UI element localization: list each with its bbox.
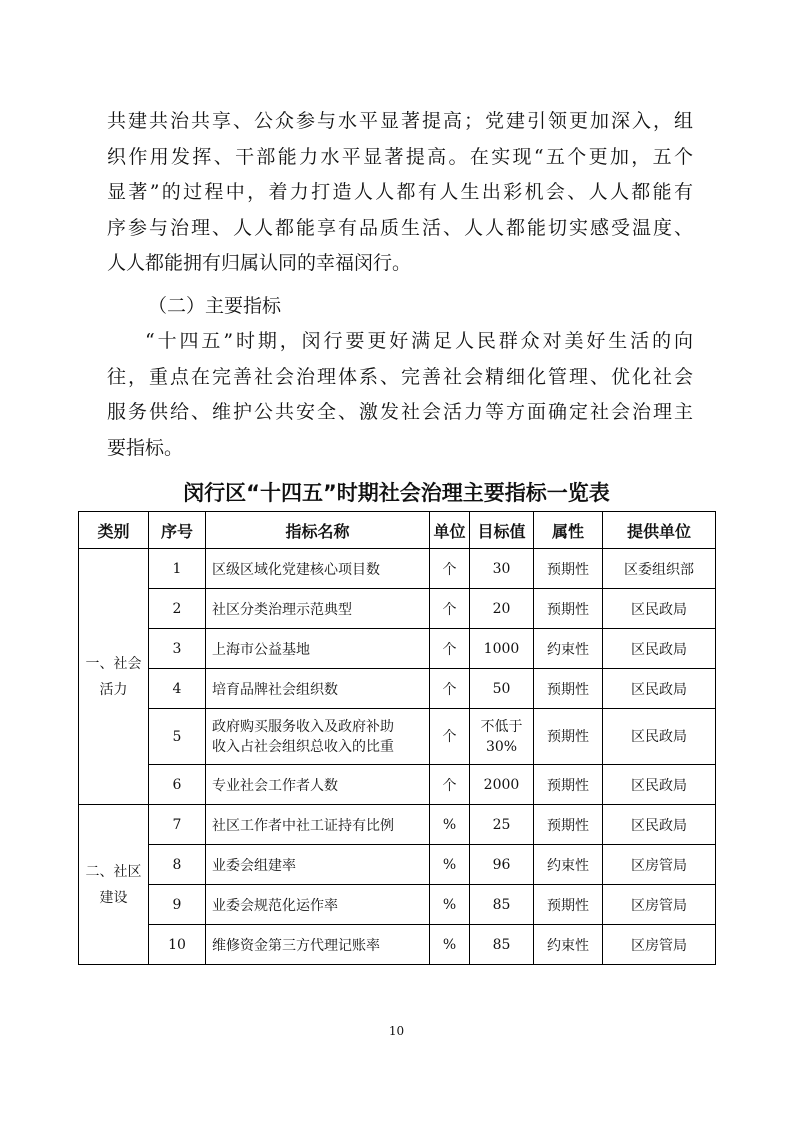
row-number: 10	[149, 925, 206, 965]
category-label: 二、社区	[85, 863, 142, 880]
provider-cell: 区民政局	[603, 589, 716, 629]
category-label: 一、社会	[85, 655, 142, 672]
category-cell	[79, 805, 149, 965]
provider-cell: 区民政局	[603, 629, 716, 669]
table-row	[79, 925, 716, 965]
unit-cell: 个	[430, 669, 470, 709]
indicator-name: 专业社会工作者人数	[206, 765, 430, 805]
target-cell: 1000	[470, 629, 534, 669]
attribute-cell: 约束性	[534, 845, 603, 885]
indicator-name: 社区分类治理示范典型	[206, 589, 430, 629]
indicator-name: 培育品牌社会组织数	[206, 669, 430, 709]
attribute-cell: 预期性	[534, 589, 603, 629]
section-heading: （二）主要指标	[148, 295, 282, 317]
indicator-name: 业委会组建率	[206, 845, 430, 885]
provider-cell: 区民政局	[603, 669, 716, 709]
unit-cell: %	[430, 885, 470, 925]
table-row	[79, 629, 716, 669]
row-number: 3	[149, 629, 206, 669]
header-provider: 提供单位	[603, 512, 716, 549]
row-number: 7	[149, 805, 206, 845]
table-header-row	[79, 512, 716, 549]
provider-cell: 区民政局	[603, 709, 716, 765]
indicator-name: 上海市公益基地	[206, 629, 430, 669]
provider-cell: 区民政局	[603, 805, 716, 845]
target-cell: 25	[470, 805, 534, 845]
target-cell: 30	[470, 549, 534, 589]
body-paragraph-2	[107, 324, 693, 466]
row-number: 9	[149, 885, 206, 925]
indicator-table	[78, 511, 716, 965]
attribute-cell: 预期性	[534, 709, 603, 765]
paragraph-line: 序参与治理、人人都能享有品质生活、人人都能切实感受温度、	[107, 216, 693, 239]
provider-cell: 区民政局	[603, 765, 716, 805]
unit-cell: %	[430, 805, 470, 845]
header-attribute: 属性	[534, 512, 603, 549]
row-number: 2	[149, 589, 206, 629]
target-cell: 96	[470, 845, 534, 885]
provider-cell: 区委组织部	[603, 549, 716, 589]
indicator-name: 区级区域化党建核心项目数	[206, 549, 430, 589]
table-row	[79, 589, 716, 629]
target-cell: 85	[470, 885, 534, 925]
paragraph-line: 服务供给、维护公共安全、激发社会活力等方面确定社会治理主	[107, 401, 693, 423]
indicator-name	[206, 709, 430, 765]
header-indicator-name: 指标名称	[206, 512, 430, 549]
row-number: 1	[149, 549, 206, 589]
category-label: 建设	[99, 889, 128, 906]
attribute-cell: 预期性	[534, 805, 603, 845]
paragraph-line: 显著”的过程中，着力打造人人都有人生出彩机会、人人都能有	[107, 181, 693, 203]
table-row	[79, 765, 716, 805]
paragraph-line: 往，重点在完善社会治理体系、完善社会精细化管理、优化社会	[107, 365, 693, 388]
unit-cell: %	[430, 845, 470, 885]
paragraph-line: 人人都能拥有归属认同的幸福闵行。	[107, 252, 412, 274]
body-paragraph-1	[107, 104, 693, 282]
table-title: 闵行区“十四五”时期社会治理主要指标一览表	[183, 481, 610, 505]
attribute-cell: 预期性	[534, 765, 603, 805]
header-target: 目标值	[470, 512, 534, 549]
attribute-cell: 约束性	[534, 629, 603, 669]
table-row	[79, 885, 716, 925]
table-row	[79, 805, 716, 845]
indicator-name-line: 政府购买服务收入及政府补助	[212, 718, 394, 735]
row-number: 8	[149, 845, 206, 885]
table-row	[79, 669, 716, 709]
unit-cell: 个	[430, 629, 470, 669]
unit-cell: %	[430, 925, 470, 965]
provider-cell: 区房管局	[603, 925, 716, 965]
row-number: 4	[149, 669, 206, 709]
paragraph-line: 织作用发挥、干部能力水平显著提高。在实现“五个更加，五个	[107, 145, 693, 168]
indicator-name: 维修资金第三方代理记账率	[206, 925, 430, 965]
category-cell	[79, 549, 149, 805]
target-cell: 2000	[470, 765, 534, 805]
paragraph-line: 共建共治共享、公众参与水平显著提高；党建引领更加深入，组	[107, 110, 693, 132]
attribute-cell: 约束性	[534, 925, 603, 965]
provider-cell: 区房管局	[603, 845, 716, 885]
attribute-cell: 预期性	[534, 549, 603, 589]
paragraph-line: “十四五”时期，闵行要更好满足人民群众对美好生活的向	[145, 330, 693, 352]
target-cell: 20	[470, 589, 534, 629]
table-row	[79, 845, 716, 885]
attribute-cell: 预期性	[534, 885, 603, 925]
paragraph-line: 要指标。	[107, 436, 184, 459]
indicator-name: 业委会规范化运作率	[206, 885, 430, 925]
target-line: 不低于	[480, 718, 523, 735]
table-row	[79, 709, 716, 765]
indicator-name: 社区工作者中社工证持有比例	[206, 805, 430, 845]
provider-cell: 区房管局	[603, 885, 716, 925]
attribute-cell: 预期性	[534, 669, 603, 709]
unit-cell: 个	[430, 549, 470, 589]
target-cell: 50	[470, 669, 534, 709]
target-cell	[470, 709, 534, 765]
page-number: 10	[388, 1024, 405, 1038]
unit-cell: 个	[430, 765, 470, 805]
indicator-name-line: 收入占社会组织总收入的比重	[212, 738, 394, 755]
target-line: 30%	[485, 738, 518, 755]
row-number: 5	[149, 709, 206, 765]
target-cell: 85	[470, 925, 534, 965]
unit-cell: 个	[430, 589, 470, 629]
unit-cell: 个	[430, 709, 470, 765]
header-number: 序号	[149, 512, 206, 549]
table-row	[79, 549, 716, 589]
header-unit: 单位	[430, 512, 470, 549]
row-number: 6	[149, 765, 206, 805]
category-label: 活力	[99, 681, 128, 698]
header-category: 类别	[79, 512, 149, 549]
